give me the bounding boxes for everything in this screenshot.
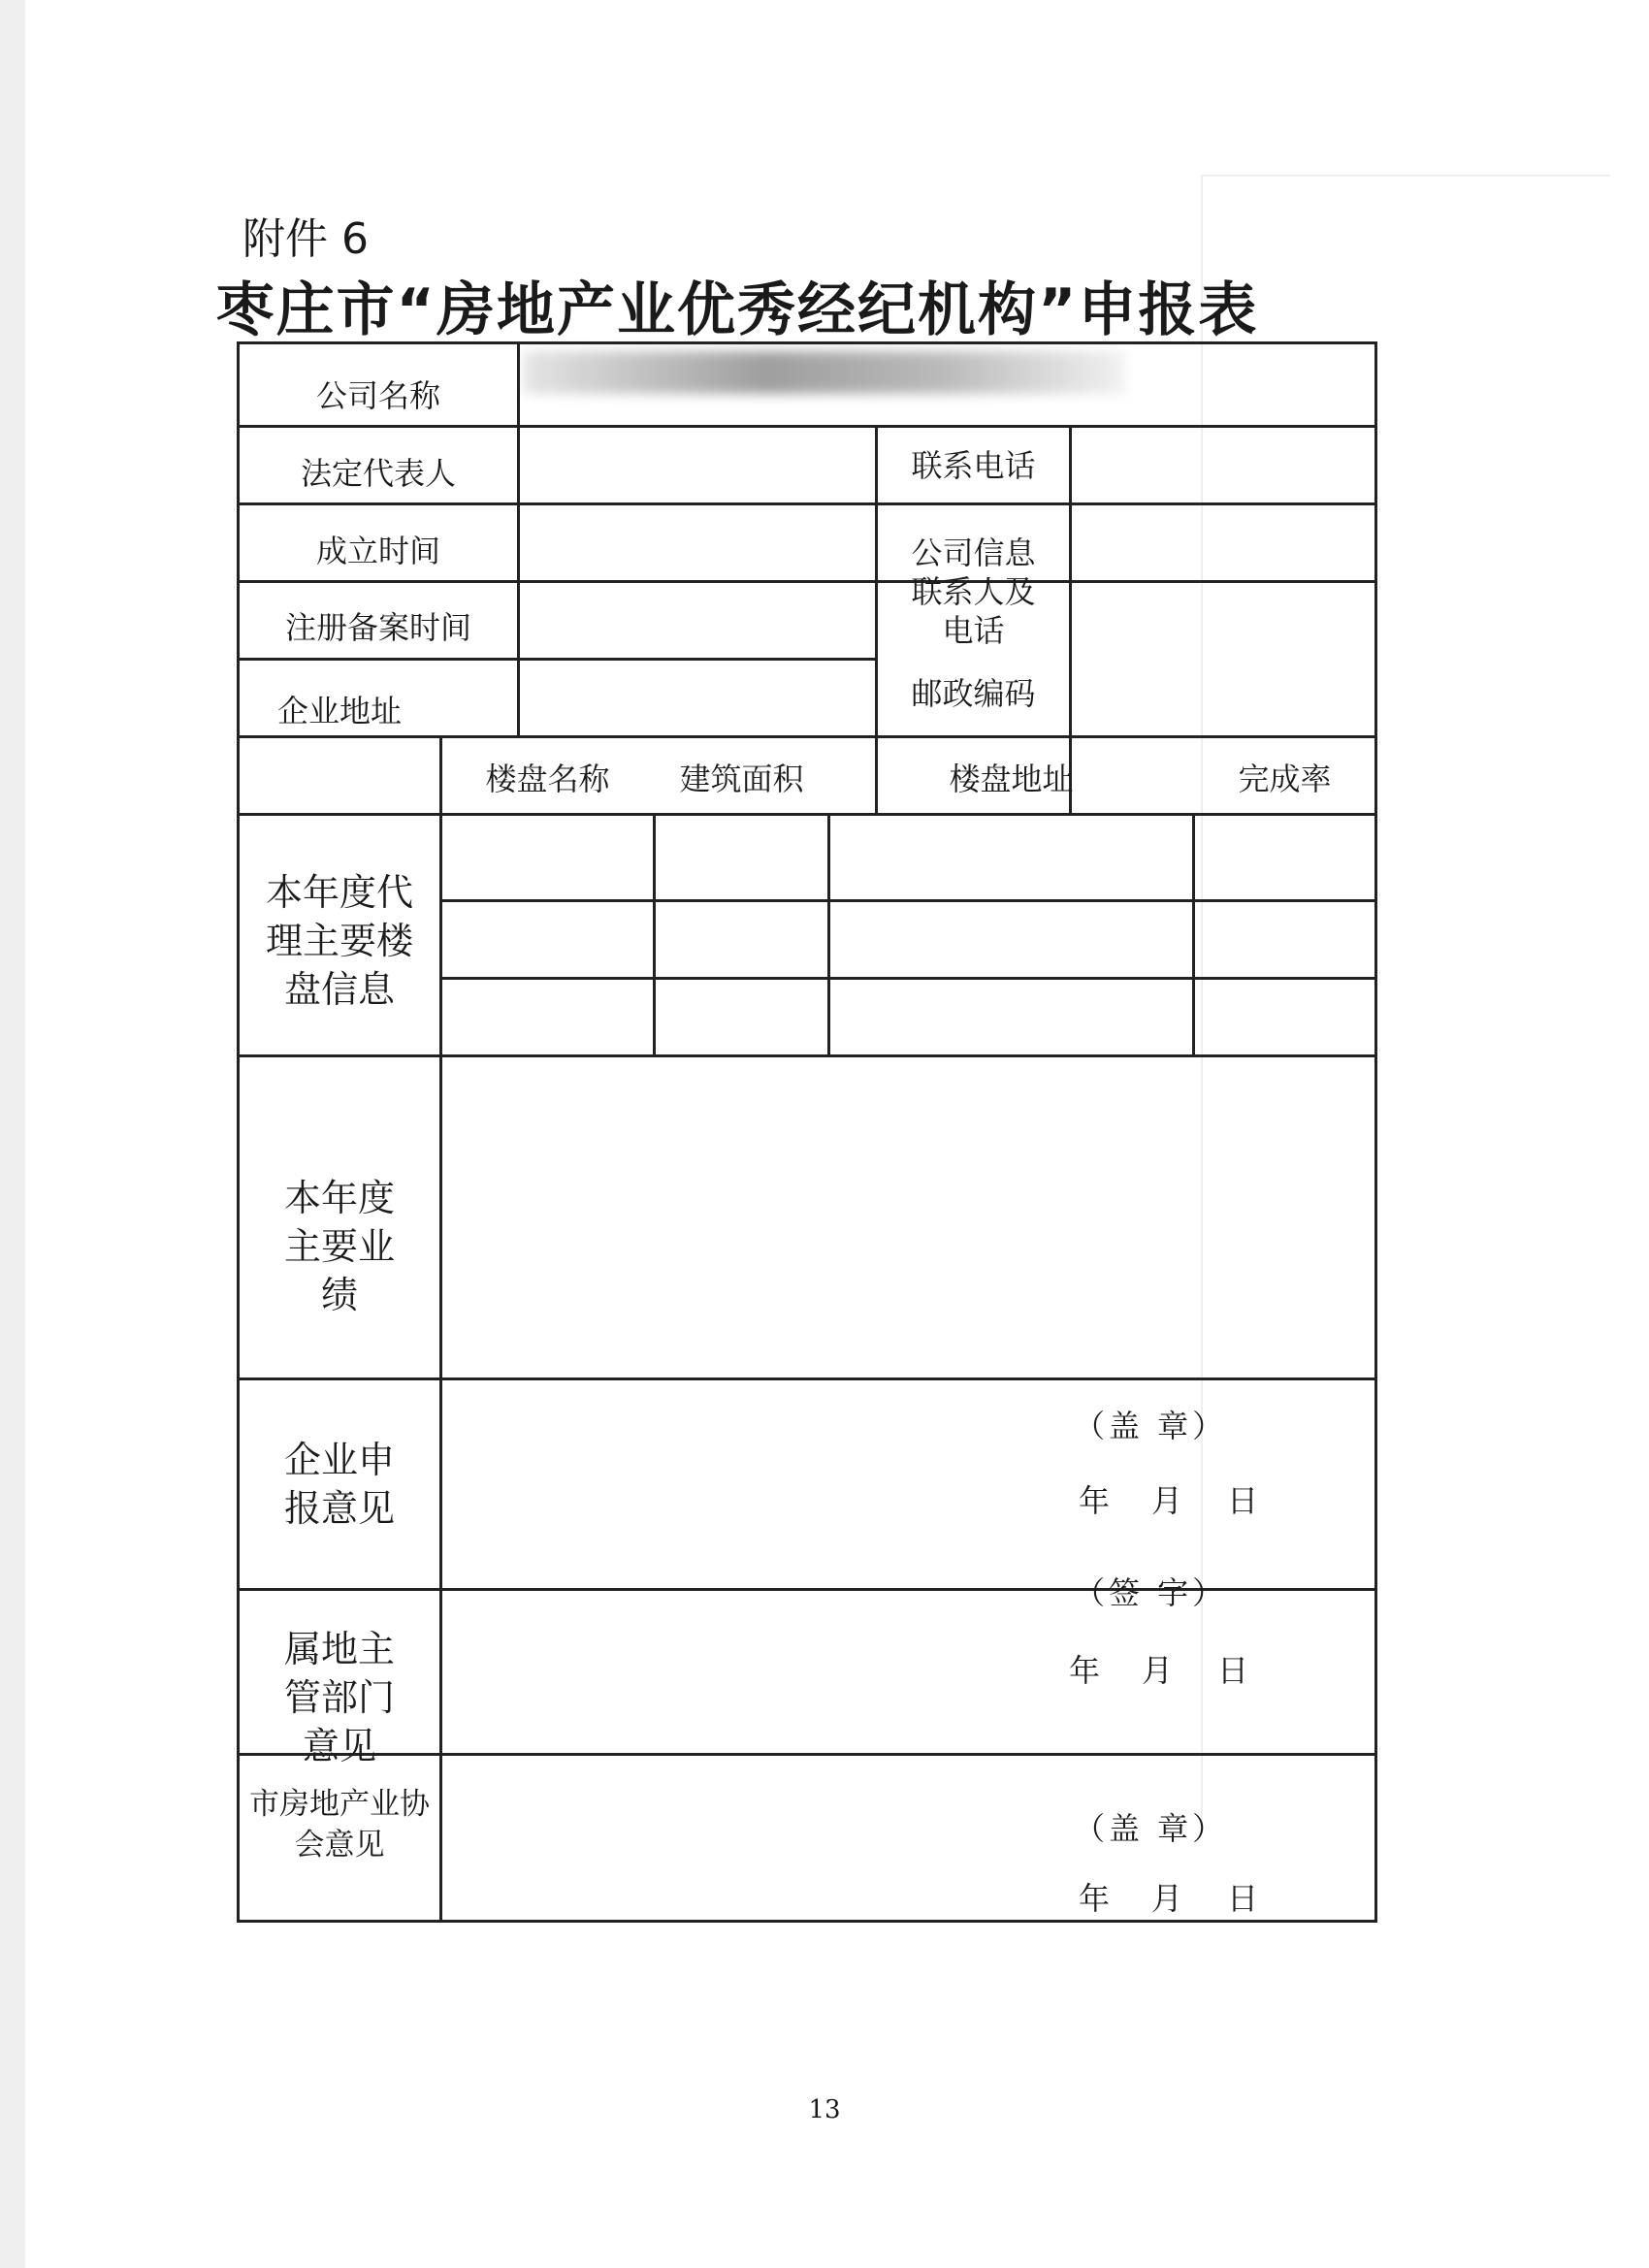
authority-date-day: 日 — [1217, 1652, 1253, 1689]
enterprise-date-month: 月 — [1151, 1482, 1187, 1519]
col-completion-rate: 完成率 — [1238, 761, 1332, 797]
row-line — [240, 658, 878, 661]
col-line — [1069, 425, 1072, 738]
row-line — [240, 1054, 1374, 1057]
authority-opinion-label: 属地主管部门意见 — [283, 1628, 395, 1768]
col-floor-area: 建筑面积 — [679, 761, 804, 797]
form-title — [0, 264, 1649, 347]
enterprise-seal: （盖 章） — [1074, 1408, 1228, 1444]
association-seal: （盖 章） — [1074, 1810, 1228, 1847]
authority-sign: （签 字） — [1074, 1574, 1228, 1611]
achievements-label: 本年度主要业绩 — [283, 1177, 395, 1317]
association-opinion-label: 市房地产业协会意见 — [249, 1787, 430, 1863]
attachment-label: 附件 6 — [242, 214, 369, 264]
projects-section-label: 本年度代理主要楼盘信息 — [265, 871, 413, 1012]
col-project-address: 楼盘地址 — [949, 761, 1074, 797]
row-line — [240, 1377, 1374, 1380]
enterprise-date-day: 日 — [1227, 1482, 1263, 1519]
authority-date-year: 年 — [1069, 1652, 1105, 1689]
row-line — [240, 425, 1374, 428]
association-date-year: 年 — [1079, 1880, 1115, 1917]
col-line — [653, 813, 656, 1054]
info-contact-label: 公司信息联系人及电话 — [911, 535, 1036, 649]
col-line — [827, 813, 830, 1054]
enterprise-opinion-label: 企业申报意见 — [283, 1439, 395, 1531]
row-line — [240, 735, 1374, 738]
postal-code-label: 邮政编码 — [911, 675, 1036, 712]
row-line — [442, 899, 1374, 902]
row-line — [240, 502, 1374, 505]
col-line — [439, 735, 442, 1920]
legal-rep-label: 法定代表人 — [300, 455, 456, 492]
association-date-day: 日 — [1227, 1880, 1263, 1917]
form-title-text: 枣庄市“房地产业优秀经纪机构”申报表 — [215, 276, 1259, 344]
address-label: 企业地址 — [276, 693, 402, 729]
enterprise-date-year: 年 — [1079, 1482, 1115, 1519]
col-line — [1192, 813, 1195, 1054]
row-line — [240, 580, 1374, 583]
registration-label: 注册备案时间 — [284, 609, 471, 646]
company-name-label: 公司名称 — [315, 377, 440, 414]
application-form — [237, 341, 1377, 1923]
founded-label: 成立时间 — [315, 533, 440, 569]
redacted-company-name — [524, 351, 1125, 394]
row-line — [240, 813, 1374, 816]
row-line — [442, 977, 1374, 980]
association-date-month: 月 — [1151, 1880, 1187, 1917]
col-line — [517, 344, 520, 735]
col-project-name: 楼盘名称 — [485, 761, 610, 797]
page-number: 13 — [808, 2095, 841, 2124]
contact-phone-label: 联系电话 — [911, 447, 1036, 484]
authority-date-month: 月 — [1142, 1652, 1178, 1689]
